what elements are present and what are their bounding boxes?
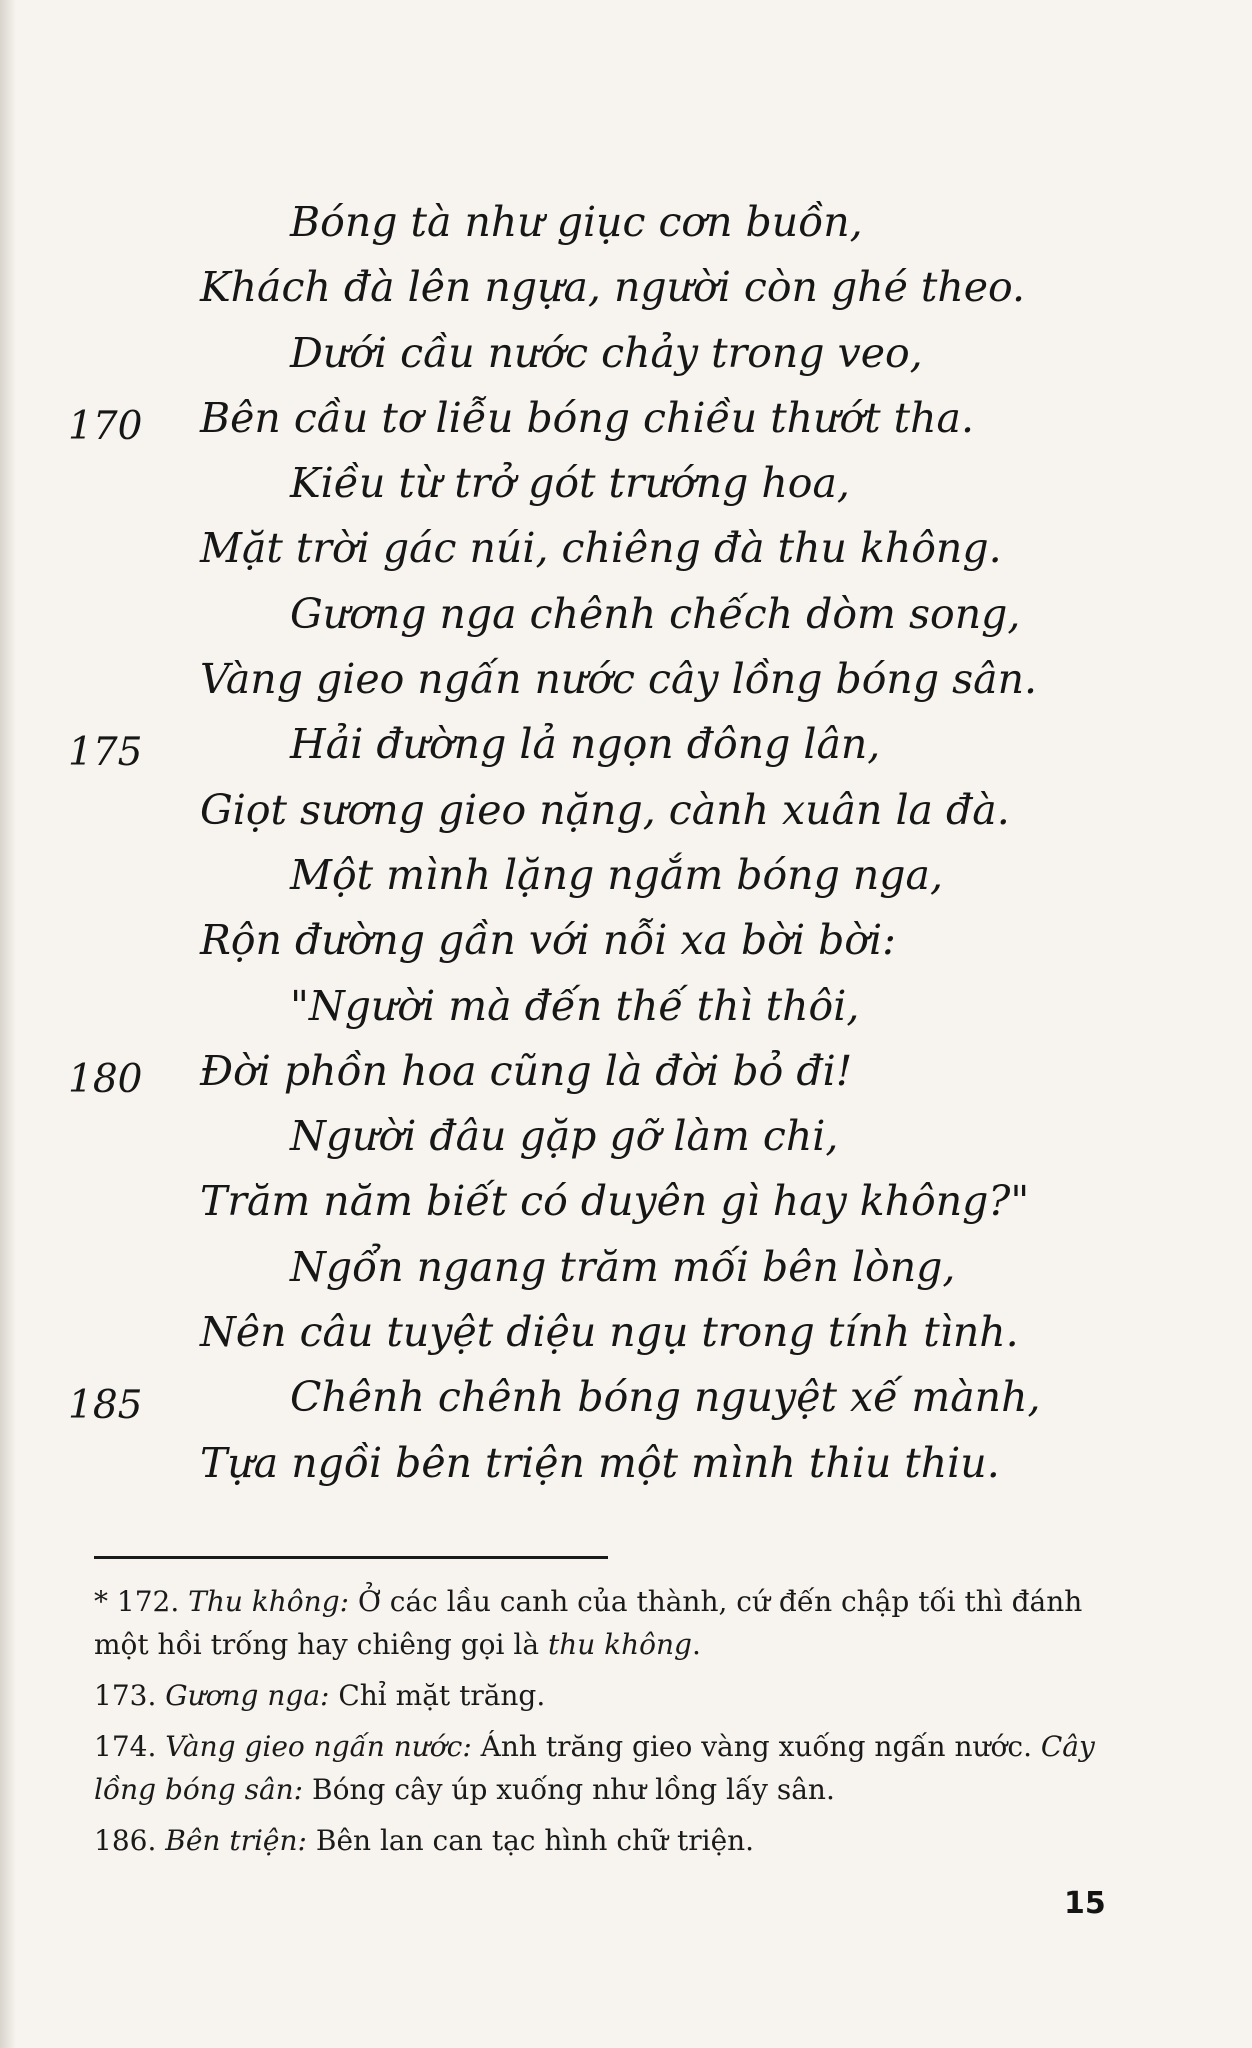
verse-text: Mặt trời gác núi, chiêng đà thu không. — [200, 524, 1002, 573]
verse-text: Bên cầu tơ liễu bóng chiều thướt tha. — [200, 393, 975, 442]
verse-number: 170 — [68, 403, 143, 449]
verse-line — [0, 516, 1252, 581]
footnote-number: * 172. — [94, 1585, 189, 1618]
verse-line — [0, 255, 1252, 320]
footnote-term: Bên triện: — [165, 1824, 307, 1857]
footnotes — [94, 1580, 1124, 1870]
verse-line — [0, 321, 1252, 386]
page-number: 15 — [1064, 1886, 1106, 1921]
footnote-term: thu không — [547, 1628, 692, 1661]
verse-line — [0, 974, 1252, 1039]
footnote-term: Gương nga: — [165, 1679, 330, 1712]
verse-text: Rộn đường gần với nỗi xa bời bời: — [200, 916, 896, 965]
verse-text: Kiều từ trở gót trướng hoa, — [290, 459, 850, 508]
footnote — [94, 1580, 1124, 1666]
verse-text: Người đâu gặp gỡ làm chi, — [290, 1112, 839, 1161]
verse-line — [0, 1431, 1252, 1496]
verse-line — [0, 778, 1252, 843]
verse-text: Vàng gieo ngấn nước cây lồng bóng sân. — [200, 655, 1038, 704]
verse-line — [0, 1365, 1252, 1430]
verse-line — [0, 190, 1252, 255]
verse-text: Một mình lặng ngắm bóng nga, — [290, 850, 943, 899]
footnote — [94, 1725, 1124, 1811]
verse-line — [0, 1235, 1252, 1300]
footnote-text: Ánh trăng gieo vàng xuống ngấn nước. — [471, 1730, 1041, 1763]
footnote-term: Thu không: — [188, 1585, 350, 1618]
footnote-number: 174. — [94, 1730, 166, 1763]
footnote-divider — [94, 1556, 608, 1559]
footnote-text: Bên lan can tạc hình chữ triện. — [306, 1824, 755, 1857]
footnote-number: 173. — [94, 1679, 166, 1712]
verse-text: Bóng tà như giục cơn buồn, — [290, 198, 863, 246]
verse-text: Tựa ngồi bên triện một mình thiu thiu. — [200, 1438, 1000, 1487]
verse-text: Dưới cầu nước chảy trong veo, — [290, 328, 923, 377]
verse-text: Đời phồn hoa cũng là đời bỏ đi! — [200, 1046, 853, 1095]
footnote-text: . — [691, 1628, 701, 1661]
verse-text: Hải đường lả ngọn đông lân, — [290, 720, 881, 769]
verse-text: Chênh chênh bóng nguyệt xế mành, — [290, 1373, 1041, 1422]
verse-line — [0, 908, 1252, 973]
verse-line — [0, 1300, 1252, 1365]
verse-number: 180 — [68, 1056, 143, 1102]
verse-line — [0, 1169, 1252, 1234]
footnote-term: Vàng gieo ngấn nước: — [165, 1730, 472, 1763]
verse-text: Khách đà lên ngựa, người còn ghé theo. — [200, 263, 1026, 312]
footnote — [94, 1674, 1124, 1717]
verse-line — [0, 712, 1252, 777]
footnote-text: Bóng cây úp xuống như lồng lấy sân. — [303, 1773, 835, 1806]
verse-line — [0, 1039, 1252, 1104]
verse-line — [0, 582, 1252, 647]
footnote-number: 186. — [94, 1824, 166, 1857]
verse-text: Giọt sương gieo nặng, cành xuân la đà. — [200, 785, 1010, 834]
verse-line — [0, 386, 1252, 451]
footnote-term: Cây lồng bóng sân: — [94, 1730, 1095, 1806]
verse-line — [0, 1104, 1252, 1169]
verse-text: "Người mà đến thế thì thôi, — [290, 981, 860, 1030]
verse-text: Gương nga chênh chếch dòm song, — [290, 589, 1021, 638]
footnote-text: Ở các lầu canh của thành, cứ đến chập tối thì đánh một hồi trống hay chiêng gọi là — [94, 1585, 1083, 1661]
verse-number: 175 — [68, 730, 143, 776]
footnote-text: Chỉ mặt trăng. — [329, 1679, 546, 1712]
poem-block — [0, 190, 1252, 1496]
verse-number: 185 — [68, 1383, 143, 1429]
verse-line — [0, 451, 1252, 516]
verse-text: Ngổn ngang trăm mối bên lòng, — [290, 1242, 956, 1291]
verse-line — [0, 647, 1252, 712]
verse-text: Nên câu tuyệt diệu ngụ trong tính tình. — [200, 1308, 1019, 1357]
verse-text: Trăm năm biết có duyên gì hay không?" — [200, 1177, 1030, 1226]
verse-line — [0, 843, 1252, 908]
footnote — [94, 1819, 1124, 1862]
